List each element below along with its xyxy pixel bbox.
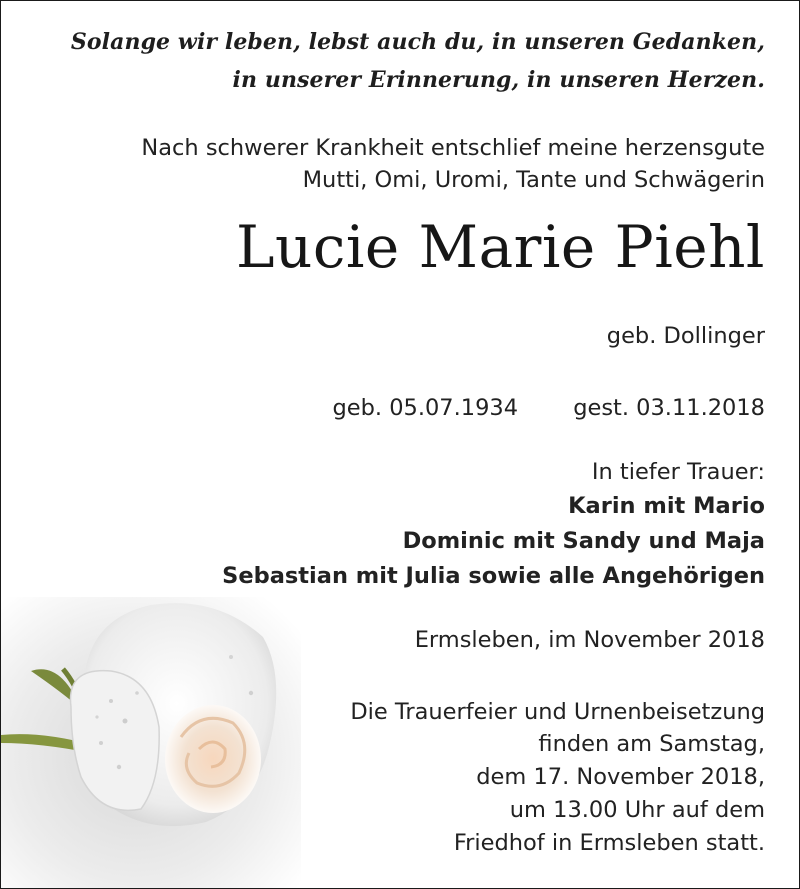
birth-date: geb. 05.07.1934 [332, 395, 519, 421]
funeral-line: Die Trauerfeier und Urnenbeisetzung [350, 699, 765, 725]
life-dates [284, 395, 765, 421]
mourner-line: Karin mit Mario [568, 493, 765, 519]
funeral-line: um 13.00 Uhr auf dem [509, 797, 765, 823]
death-date: gest. 03.11.2018 [573, 395, 765, 421]
motto-line-1: Solange wir leben, lebst auch du, in unseren Gedanken, [70, 29, 765, 55]
deceased-name: Lucie Marie Piehl [236, 213, 765, 281]
funeral-line: finden am Samstag, [538, 731, 765, 757]
place-date: Ermsleben, im November 2018 [414, 627, 765, 653]
mourning-intro: In tiefer Trauer: [591, 459, 765, 485]
funeral-line: Friedhof in Ermsleben statt. [453, 830, 765, 856]
mourner-line: Dominic mit Sandy und Maja [402, 528, 765, 554]
intro-line-1: Nach schwerer Krankheit entschlief meine herzensgute [141, 135, 765, 161]
funeral-line: dem 17. November 2018, [476, 764, 765, 790]
mourner-line: Sebastian mit Julia sowie alle Angehörigen [222, 563, 765, 589]
intro-line-2: Mutti, Omi, Uromi, Tante und Schwägerin [302, 167, 765, 193]
maiden-name: geb. Dollinger [606, 323, 765, 349]
motto-line-2: in unserer Erinnerung, in unseren Herzen. [232, 67, 765, 93]
white-rose-image [1, 597, 301, 889]
